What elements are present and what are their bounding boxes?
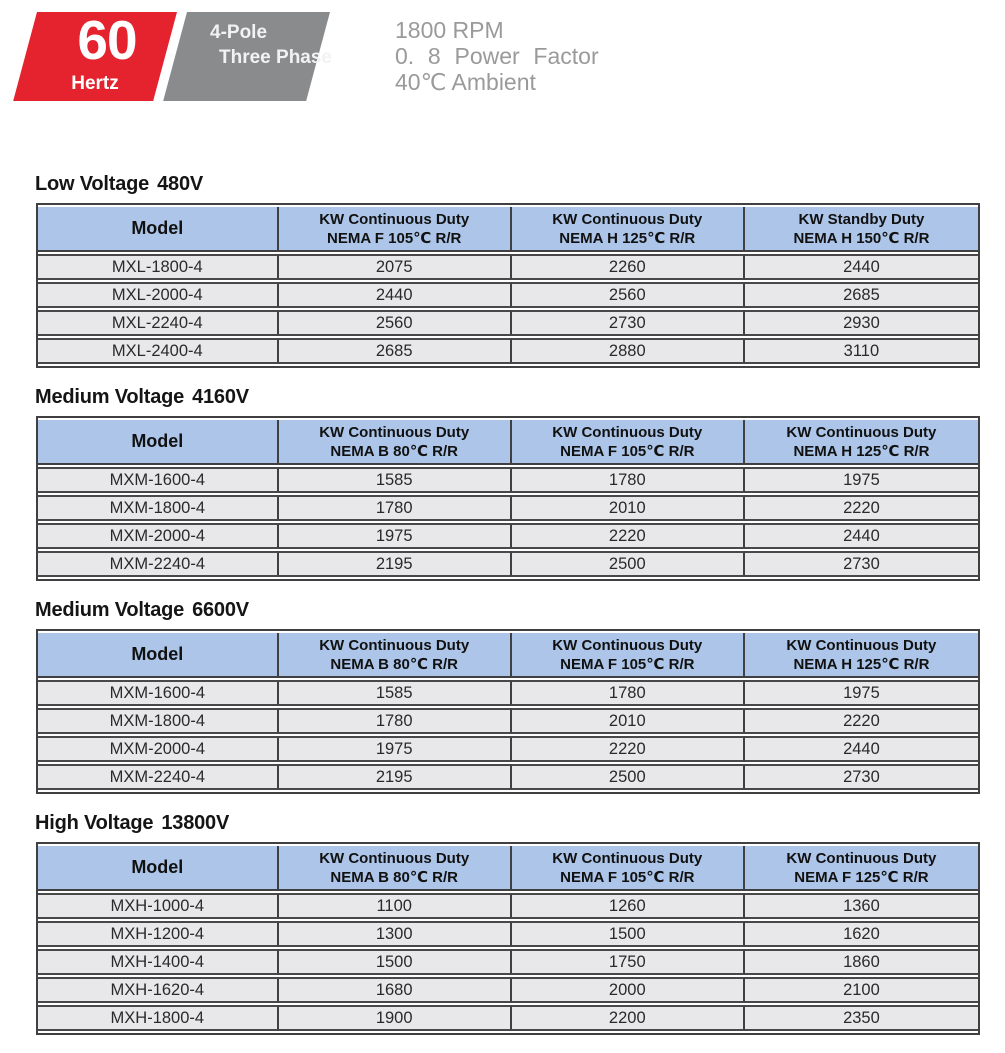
model-cell: MXM-2240-4 [38, 764, 279, 790]
value-cell: 2260 [512, 254, 745, 280]
col-header-duty-2: KW Continuous Duty NEMA F 105℃ R/R [512, 633, 745, 678]
value-cell: 2730 [745, 551, 978, 577]
section-title: High Voltage 13800V [35, 812, 230, 834]
header-row [38, 420, 978, 465]
hertz-label: Hertz [71, 73, 119, 94]
phase-label: Three Phase [219, 47, 332, 68]
value-cell: 1975 [279, 736, 512, 762]
col-header-duty-3: KW Standby Duty NEMA H 150℃ R/R [745, 207, 978, 252]
section-title: Medium Voltage 6600V [35, 599, 249, 621]
value-cell: 2500 [512, 764, 745, 790]
model-cell: MXH-1000-4 [38, 893, 279, 919]
table-row [38, 495, 978, 521]
hertz-value: 60 [77, 9, 137, 71]
table-row [38, 551, 978, 577]
model-cell: MXM-1800-4 [38, 708, 279, 734]
page-header [0, 0, 1005, 173]
model-cell: MXL-2400-4 [38, 338, 279, 364]
col-header-duty-3: KW Continuous Duty NEMA F 125℃ R/R [745, 846, 978, 891]
value-cell: 1780 [279, 495, 512, 521]
value-cell: 1300 [279, 921, 512, 947]
value-cell: 1500 [279, 949, 512, 975]
spec-table-medium-voltage-4160 [36, 416, 980, 581]
section-low-voltage [36, 173, 980, 368]
model-cell: MXM-2000-4 [38, 736, 279, 762]
value-cell: 1900 [279, 1005, 512, 1031]
value-cell: 2440 [745, 523, 978, 549]
value-cell: 2100 [745, 977, 978, 1003]
value-cell: 2220 [512, 736, 745, 762]
value-cell: 2350 [745, 1005, 978, 1031]
col-header-duty-3: KW Continuous Duty NEMA H 125℃ R/R [745, 633, 978, 678]
col-header-duty-1: KW Continuous Duty NEMA B 80℃ R/R [279, 420, 512, 465]
value-cell: 1260 [512, 893, 745, 919]
model-cell: MXM-1800-4 [38, 495, 279, 521]
section-medium-voltage-6600 [36, 599, 980, 794]
table-row [38, 764, 978, 790]
value-cell: 1975 [745, 467, 978, 493]
table-row [38, 977, 978, 1003]
section-title: Low Voltage 480V [35, 173, 204, 195]
table-row [38, 921, 978, 947]
table-row [38, 1005, 978, 1031]
table-row [38, 254, 978, 280]
value-cell: 1680 [279, 977, 512, 1003]
section-title: Medium Voltage 4160V [35, 386, 249, 408]
value-cell: 2010 [512, 708, 745, 734]
model-cell: MXH-1200-4 [38, 921, 279, 947]
value-cell: 1360 [745, 893, 978, 919]
model-cell: MXL-1800-4 [38, 254, 279, 280]
spec-table-low-voltage [36, 203, 980, 368]
table-row [38, 680, 978, 706]
value-cell: 2220 [512, 523, 745, 549]
value-cell: 1975 [279, 523, 512, 549]
value-cell: 2075 [279, 254, 512, 280]
spec-summary [395, 17, 599, 95]
section-high-voltage [36, 812, 980, 1035]
value-cell: 2220 [745, 708, 978, 734]
col-header-model: Model [38, 846, 279, 891]
value-cell: 1780 [512, 467, 745, 493]
value-cell: 1860 [745, 949, 978, 975]
table-row [38, 310, 978, 336]
spec-ambient: 40℃ Ambient [395, 69, 536, 95]
col-header-duty-2: KW Continuous Duty NEMA F 105℃ R/R [512, 846, 745, 891]
model-cell: MXH-1620-4 [38, 977, 279, 1003]
table-row [38, 467, 978, 493]
spec-power-factor: 0. 8 Power Factor [395, 43, 599, 69]
value-cell: 2730 [745, 764, 978, 790]
value-cell: 2440 [745, 254, 978, 280]
value-cell: 2010 [512, 495, 745, 521]
model-cell: MXL-2240-4 [38, 310, 279, 336]
value-cell: 2200 [512, 1005, 745, 1031]
col-header-duty-2: KW Continuous Duty NEMA H 125℃ R/R [512, 207, 745, 252]
value-cell: 2000 [512, 977, 745, 1003]
model-cell: MXH-1400-4 [38, 949, 279, 975]
header-row [38, 633, 978, 678]
pole-label: 4-Pole [210, 22, 268, 43]
model-cell: MXH-1800-4 [38, 1005, 279, 1031]
value-cell: 2930 [745, 310, 978, 336]
value-cell: 1780 [512, 680, 745, 706]
section-medium-voltage-4160 [36, 386, 980, 581]
value-cell: 2440 [279, 282, 512, 308]
value-cell: 1585 [279, 680, 512, 706]
col-header-duty-1: KW Continuous Duty NEMA B 80℃ R/R [279, 846, 512, 891]
value-cell: 1780 [279, 708, 512, 734]
model-cell: MXL-2000-4 [38, 282, 279, 308]
table-row [38, 708, 978, 734]
table-row [38, 893, 978, 919]
header-row [38, 846, 978, 891]
value-cell: 2220 [745, 495, 978, 521]
value-cell: 1975 [745, 680, 978, 706]
value-cell: 2730 [512, 310, 745, 336]
col-header-duty-1: KW Continuous Duty NEMA F 105℃ R/R [279, 207, 512, 252]
table-row [38, 338, 978, 364]
header-row [38, 207, 978, 252]
spec-tables [36, 173, 980, 1053]
value-cell: 1585 [279, 467, 512, 493]
model-cell: MXM-2240-4 [38, 551, 279, 577]
col-header-model: Model [38, 207, 279, 252]
table-row [38, 282, 978, 308]
value-cell: 2195 [279, 551, 512, 577]
col-header-duty-1: KW Continuous Duty NEMA B 80℃ R/R [279, 633, 512, 678]
value-cell: 2685 [279, 338, 512, 364]
value-cell: 1750 [512, 949, 745, 975]
spec-table-medium-voltage-6600 [36, 629, 980, 794]
col-header-model: Model [38, 420, 279, 465]
table-row [38, 523, 978, 549]
value-cell: 2195 [279, 764, 512, 790]
col-header-duty-3: KW Continuous Duty NEMA H 125℃ R/R [745, 420, 978, 465]
model-cell: MXM-1600-4 [38, 467, 279, 493]
col-header-model: Model [38, 633, 279, 678]
col-header-duty-2: KW Continuous Duty NEMA F 105℃ R/R [512, 420, 745, 465]
value-cell: 2560 [279, 310, 512, 336]
spec-table-high-voltage [36, 842, 980, 1035]
value-cell: 2685 [745, 282, 978, 308]
table-row [38, 736, 978, 762]
value-cell: 2500 [512, 551, 745, 577]
value-cell: 3110 [745, 338, 978, 364]
value-cell: 1100 [279, 893, 512, 919]
model-cell: MXM-1600-4 [38, 680, 279, 706]
value-cell: 1500 [512, 921, 745, 947]
model-cell: MXM-2000-4 [38, 523, 279, 549]
table-row [38, 949, 978, 975]
value-cell: 2440 [745, 736, 978, 762]
value-cell: 2880 [512, 338, 745, 364]
spec-rpm: 1800 RPM [395, 17, 504, 43]
value-cell: 1620 [745, 921, 978, 947]
value-cell: 2560 [512, 282, 745, 308]
